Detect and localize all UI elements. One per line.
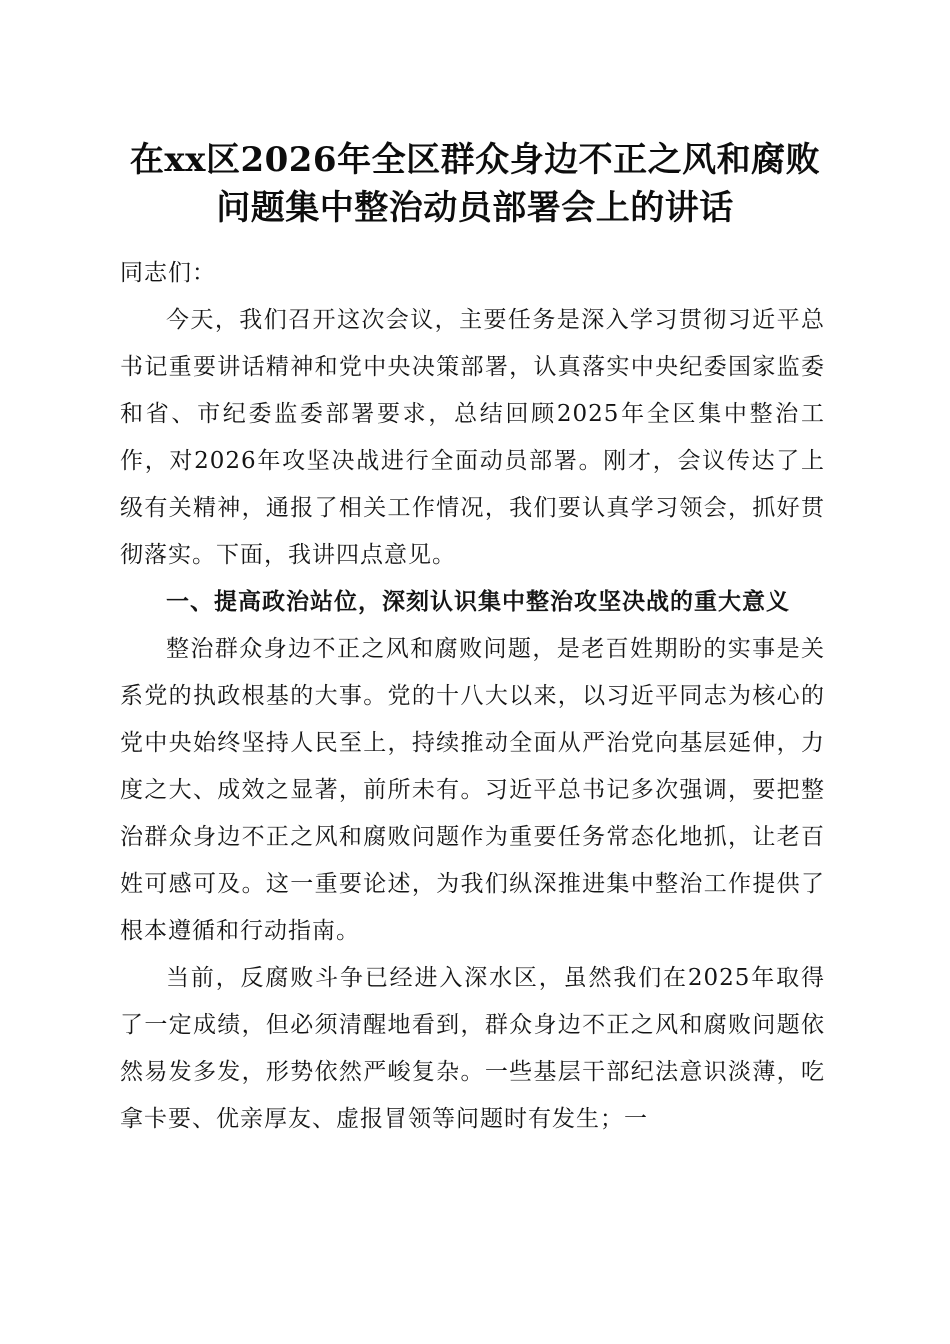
section-heading-1: 一、提高政治站位，深刻认识集中整治攻坚决战的重大意义	[166, 589, 790, 615]
document-body	[120, 250, 825, 1143]
document-title	[100, 136, 850, 232]
paragraph-significance: 整治群众身边不正之风和腐败问题，是老百姓期盼的实事是关系党的执政根基的大事。党的十八大以来，以习近平同志为核心的党中央始终坚持人民至上，持续推动全面从严治党向基层延伸，力度之大、成效之显著，前所未有。习近平总书记多次强调，要把整治群众身边不正之风和腐败问题作为重要任务常态化地抓，让老百姓可感可及。这一重要论述，为我们纵深推进集中整治工作提供了根本遵循和行动指南。	[120, 636, 825, 944]
salutation: 同志们：	[120, 260, 216, 286]
paragraph-opening: 今天，我们召开这次会议，主要任务是深入学习贯彻习近平总书记重要讲话精神和党中央决策部署，认真落实中央纪委国家监委和省、市纪委监委部署要求，总结回顾2025年全区集中整治工作，对2026年攻坚决战进行全面动员部署。刚才，会议传达了上级有关精神，通报了相关工作情况，我们要认真学习领会，抓好贯彻落实。下面，我讲四点意见。	[120, 307, 825, 568]
title-line-2: 问题集中整治动员部署会上的讲话	[216, 188, 734, 228]
title-line-1: 在xx区2026年全区群众身边不正之风和腐败	[129, 140, 821, 180]
paragraph-current-situation: 当前，反腐败斗争已经进入深水区，虽然我们在2025年取得了一定成绩，但必须清醒地看到，群众身边不正之风和腐败问题依然易发多发，形势依然严峻复杂。一些基层干部纪法意识淡薄，吃拿卡要、优亲厚友、虚报冒领等问题时有发生；一	[120, 965, 825, 1132]
